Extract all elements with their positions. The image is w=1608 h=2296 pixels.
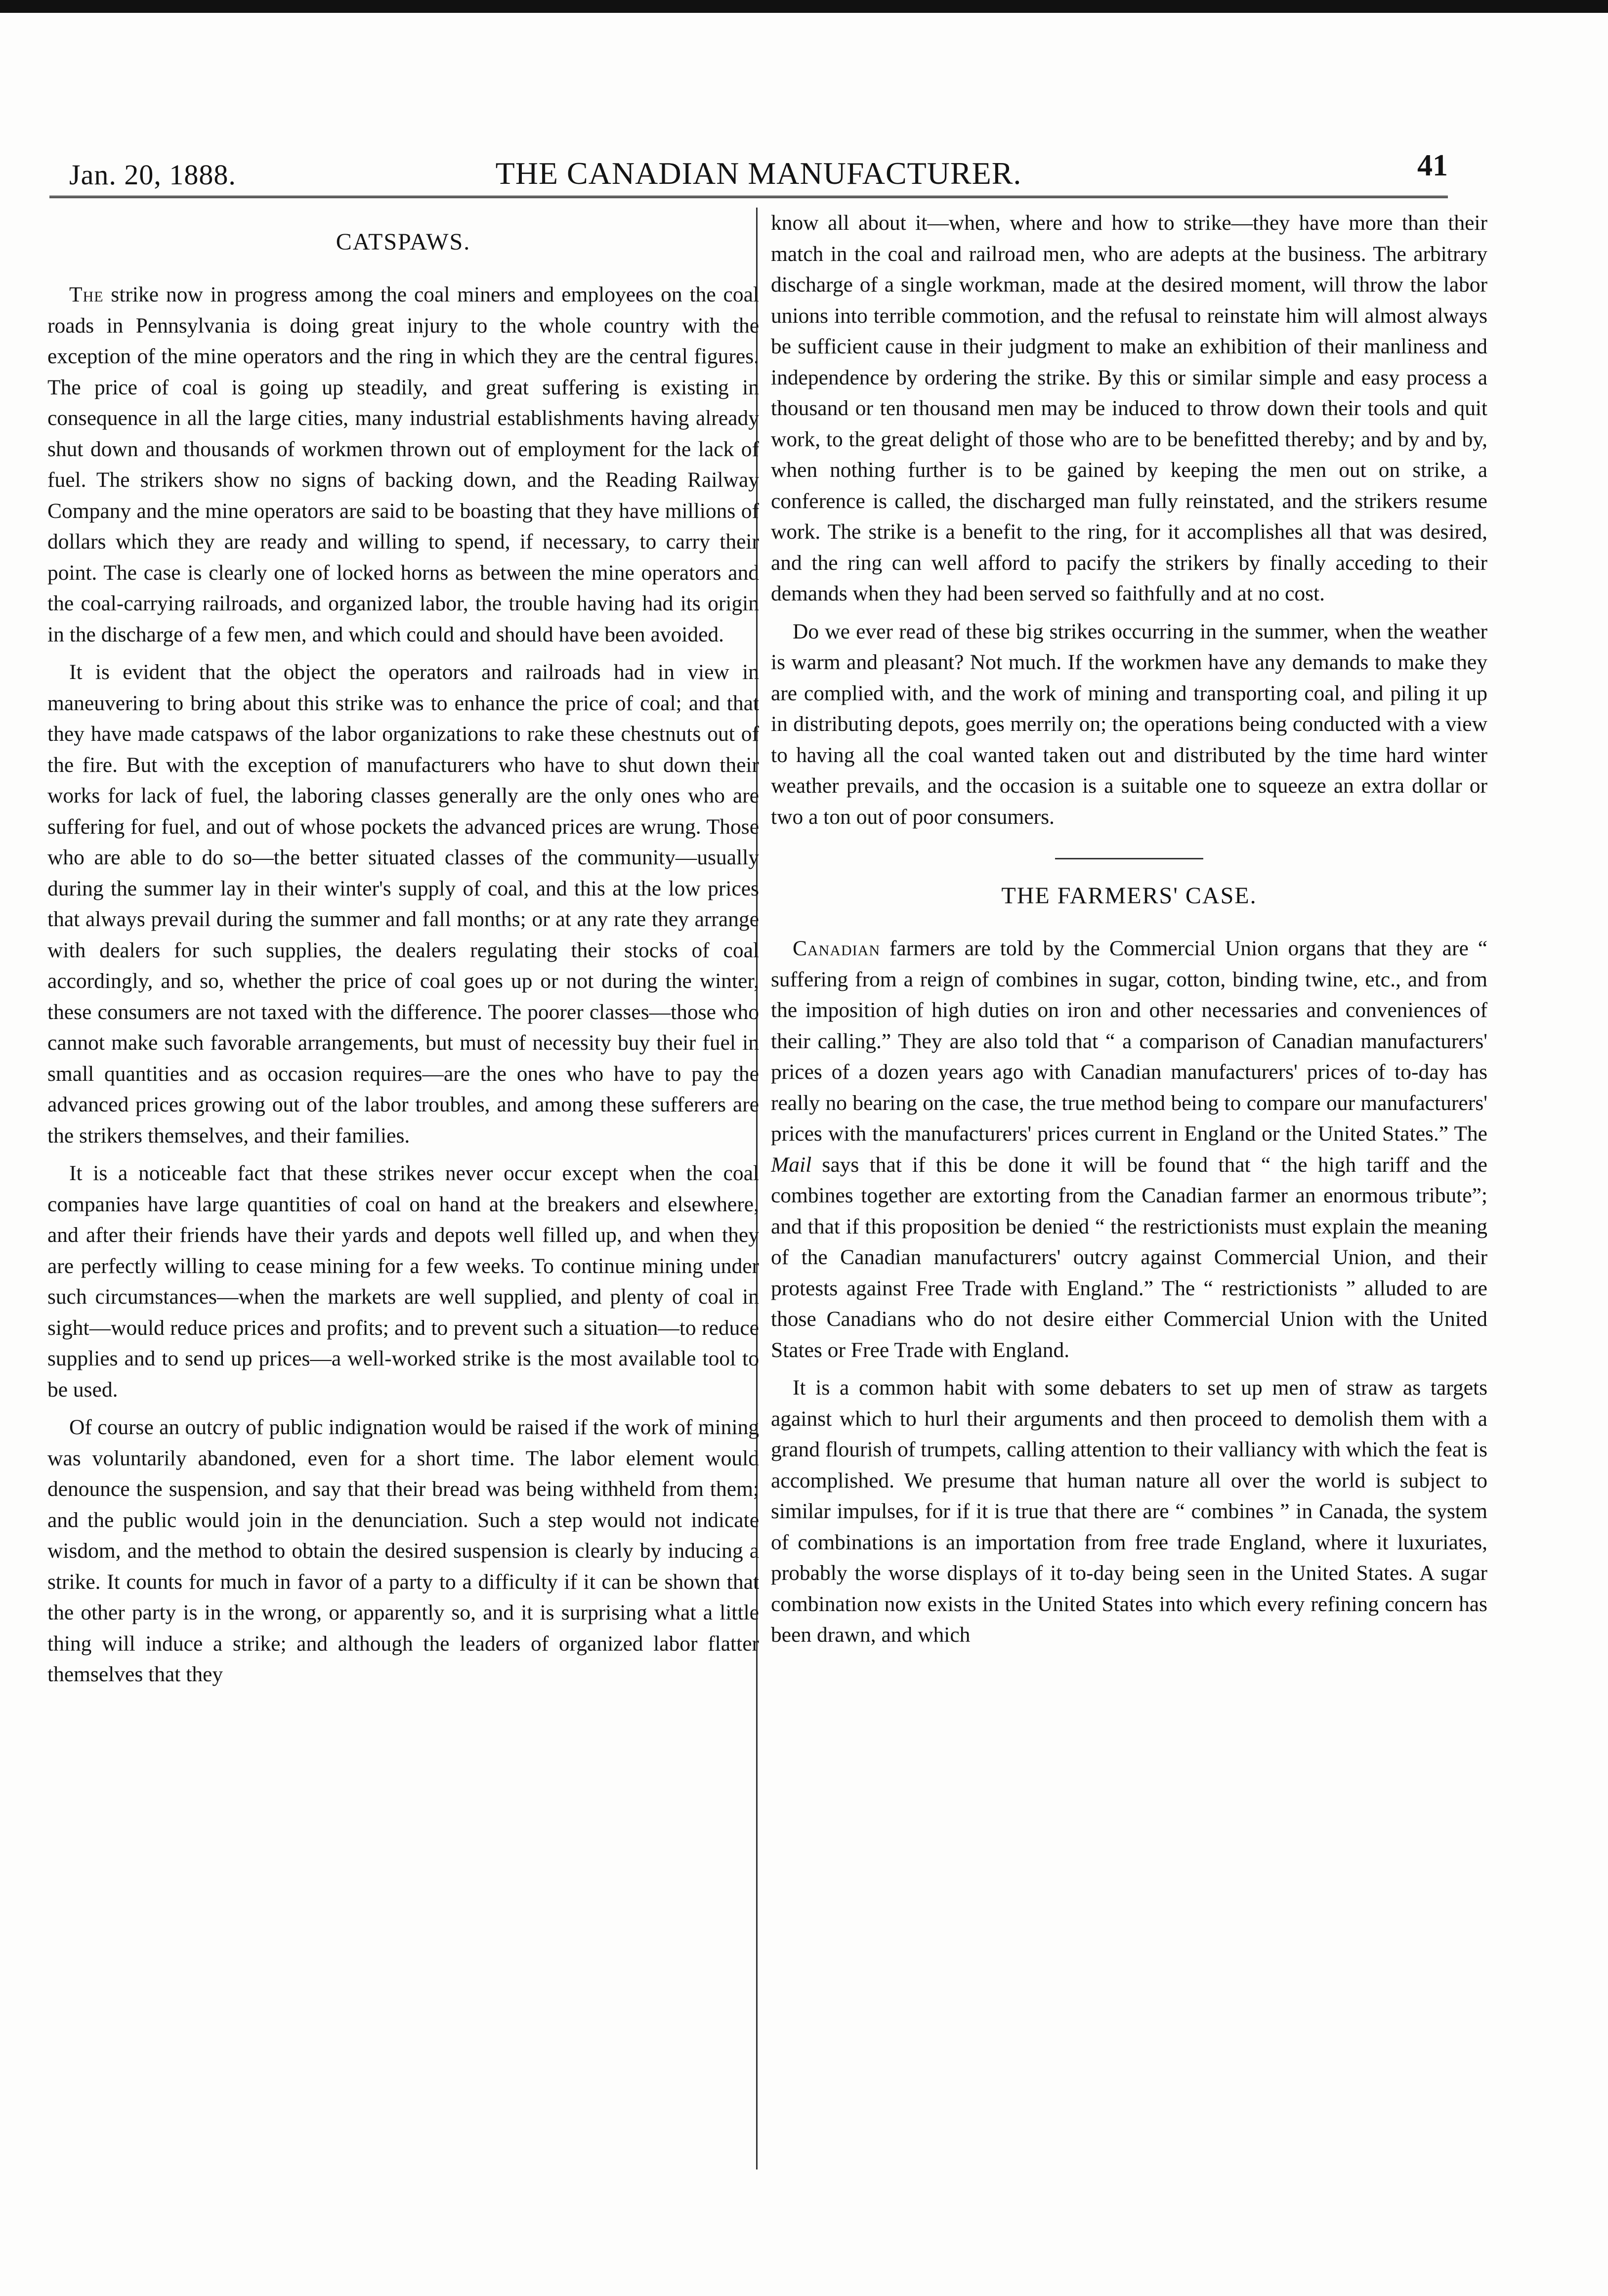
right-column xyxy=(771,208,1487,2174)
page-number: 41 xyxy=(1417,149,1448,182)
farmers-paragraph-2: It is a common habit with some debaters to set up men of straw as targets against which to hurl their arguments and then proceed to demolish them with a grand flourish of trumpets, calling attention to their valliancy with which the feat is accomplished. We presume that human nature all over the world is subject to similar impulses, for if it is true that there are “ combines ” in Canada, the system of combinations is an importation from free trade England, where it luxuriates, probably the worse displays of it to-day being seen in the United States. A sugar combination now exists in the United States into which every refining concern has been drawn, and which xyxy=(771,1376,1487,1647)
left-column xyxy=(47,208,759,2174)
mail-newspaper-name: Mail xyxy=(771,1152,812,1177)
running-header xyxy=(69,148,1448,198)
catspaws-paragraph-4: Of course an outcry of public indignation would be raised if the work of mining was voluntarily abandoned, even for a short time. The labor element would denounce the suspension, and say that their bread was being withheld from them; and the public would join in the denunciation. Such a step would not indicate wisdom, and the method to obtain the desired suspension is clearly by inducing a strike. It counts for much in favor of a party to a difficulty if it can be shown that the other party is in the wrong, or apparently so, and it is surprising what a little thing will induce a strike; and although the leaders of organized labor flatter themselves that they xyxy=(47,1415,759,1686)
farmers-paragraph-1-text-a: farmers are told by the Commercial Union organs that they are “ suffering from a reign of combines in sugar, cotton, binding twine, etc., and from the imposition of high duties on iron and other necessaries and conveniences of their calling.” They are also told that “ a comparison of Canadian manufacturers' prices of a dozen years ago with Canadian manufacturers' prices of to-day has really no bearing on the case, the true method being to compare our manufacturers' prices with the manufacturers' prices current in England or the United States.” The xyxy=(771,936,1487,1146)
farmers-lead-word: Canadian xyxy=(793,936,880,960)
issue-date: Jan. 20, 1888. xyxy=(69,159,236,191)
farmers-paragraph-1 xyxy=(771,933,1487,1365)
page-top-edge xyxy=(0,0,1608,13)
catspaws-paragraph-2: It is evident that the object the operators and railroads had in view in maneuvering to bring about this strike was to enhance the price of coal; and that they have made catspaws of the labor organizations to rake these chestnuts out of the fire. But with the exception of manufacturers who have to shut down their works for lack of fuel, the laboring classes generally are the only ones who are suffering for fuel, and out of whose pockets the advanced prices are wrung. Those who are able to do so—the better situated classes of the community—usually during the summer lay in their winter's supply of coal, and this at the low prices that always prevail during the summer and fall months; or at any rate they arrange with dealers for such supplies, the dealers regulating their stocks of coal accordingly, and so, whether the price of coal goes up or not during the winter, these consumers are not taxed with the difference. The poorer classes—those who cannot make such favorable arrangements, but must of necessity buy their fuel in small quantities and as occasion requires—are the ones who have to pay the advanced prices growing out of the labor troubles, and among these sufferers are the strikers themselves, and their families. xyxy=(47,660,759,1148)
catspaws-heading: CATSPAWS. xyxy=(336,229,471,255)
catspaws-paragraph-3: It is a noticeable fact that these strikes never occur except when the coal companies have large quantities of coal on hand at the breakers and elsewhere, and after their friends have their yards and depots well filled up, and when they are perfectly willing to cease mining for a few weeks. To continue mining under such circumstances—when the markets are well supplied, and plenty of coal in sight—would reduce prices and profits; and to prevent such a situation—to reduce supplies and to send up prices—a well-worked strike is the most available tool to be used. xyxy=(47,1161,759,1402)
header-rule xyxy=(49,196,1448,198)
publication-title: THE CANADIAN MANUFACTURER. xyxy=(495,156,1022,191)
farmers-case-heading: THE FARMERS' CASE. xyxy=(1001,883,1257,909)
catspaws-paragraph-5: know all about it—when, where and how to strike—they have more than their match in the coal and railroad men, who are adepts at the business. The arbitrary discharge of a single workman, made at the desired moment, will throw the labor unions into terrible commotion, and the refusal to reinstate him will almost always be sufficient cause in their judgment to make an exhibition of their manliness and independence by ordering the strike. By this or similar simple and easy process a thousand or ten thousand men may be induced to throw down their tools and quit work, to the great delight of those who are to be benefitted thereby; and by and by, when nothing further is to be gained by keeping the men out on strike, a conference is called, the discharged man fully reinstated, and the strikers resume work. The strike is a benefit to the ring, for it accomplishes all that was desired, and the ring can well afford to pacify the strikers by finally acceding to their demands when they had been served so faithfully and at no cost. xyxy=(771,211,1487,605)
article-divider xyxy=(1055,858,1203,859)
catspaws-paragraph-1 xyxy=(47,279,759,650)
catspaws-paragraph-6: Do we ever read of these big strikes occurring in the summer, when the weather is warm and pleasant? Not much. If the workmen have any demands to make they are complied with, and the work of mining and transporting coal, and piling it up in distributing depots, goes merrily on; the operations being conducted with a view to having all the coal wanted taken out and distributed by the time hard winter weather prevails, and the occasion is a suitable one to squeeze an extra dollar or two a ton out of poor consumers. xyxy=(771,619,1487,829)
catspaws-lead-word: The xyxy=(69,283,104,306)
farmers-paragraph-1-text-b: says that if this be done it will be found that “ the high tariff and the combines together are extorting from the Canadian farmer an enormous tribute”; and that if this proposition be denied “ the restrictionists must explain the meaning of the Canadian manufacturers' outcry against Commercial Union, and their protests against Free Trade with England.” The “ restrictionists ” alluded to are those Canadians who do not desire either Commercial Union with the United States or Free Trade with England. xyxy=(771,1152,1487,1362)
catspaws-paragraph-1-text: strike now in progress among the coal miners and employees on the coal roads in Pennsylvania is doing great injury to the whole country with the exception of the mine operators and the ring in which they are the central figures. The price of coal is going up steadily, and great suffering is existing in consequence in all the large cities, many industrial establishments having already shut down and thousands of workmen thrown out of employment for the lack of fuel. The strikers show no signs of backing down, and the Reading Railway Company and the mine operators are said to be boasting that they have millions of dollars which they are ready and willing to spend, if necessary, to carry their point. The case is clearly one of locked horns as between the mine operators and the coal-carrying railroads, and organized labor, the trouble having had its origin in the discharge of a few men, and which could and should have been avoided. xyxy=(47,283,759,646)
